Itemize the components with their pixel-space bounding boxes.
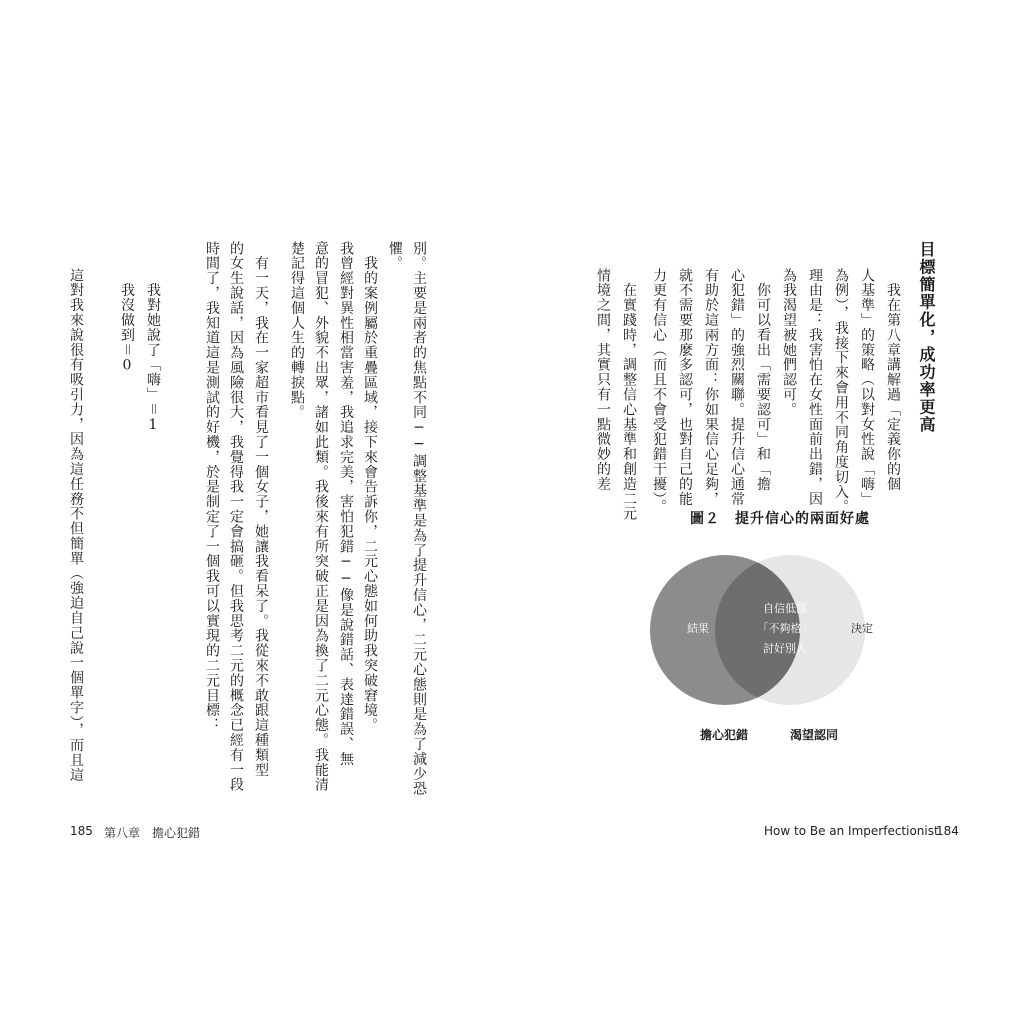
right-text-column: 在實踐時，調整信心基準和創造二元 [621, 268, 637, 522]
right-text-column: 為我渴望被她們認可。 [781, 268, 797, 417]
right-text-column: 就不需要那麼多認可，也對自己的能 [677, 268, 693, 507]
right-text-column: 有助於這兩方面：你如果信心足夠， [703, 268, 719, 507]
left-text-column: 我的案例屬於重疊區域，接下來會告訴你，二元心態如何助我突破窘境。 [362, 241, 378, 733]
right-text-column: 我在第八章講解過「定義你的個 [885, 268, 901, 492]
venn-left-label: 結果 [687, 622, 709, 635]
right-page-number: 184 [936, 824, 959, 838]
right-text-column: 人基準」的策略（以對女性說「嗨」 [859, 268, 875, 507]
left-text-column: 楚記得這個人生的轉捩點。 [289, 241, 305, 420]
right-text-column: 力更有信心（而且不會受犯錯干擾）。 [651, 268, 667, 515]
left-text-column: 意的冒犯、外貌不出眾，諸如此類。我後來有所突破正是因為換了二元心態。我能清 [313, 241, 329, 793]
venn-right-label: 決定 [851, 622, 873, 635]
figure-title: 圖２ 提升信心的兩面好處 [690, 511, 870, 527]
left-text-column: 這對我來說很有吸引力，因為這任務不但簡單（強迫自己說一個單字），而且這 [68, 268, 84, 783]
left-text-column: 有一天，我在一家超市看見了一個女子，她讓我看呆了。我從來不敢跟這種類型 [253, 241, 269, 778]
right-text-column: 為例），我接下來會用不同角度切入。 [833, 268, 849, 515]
venn-overlap-line: 討好別人 [763, 642, 807, 655]
left-text-column: 我曾經對異性相當害羞，我追求完美，害怕犯錯──像是說錯話、表達錯誤、無 [338, 241, 354, 767]
right-running-title: How to Be an Imperfectionist [764, 824, 939, 838]
left-text-column: 我對她說了「嗨」＝1 [145, 268, 161, 434]
right-text-column: 情境之間，其實只有一點微妙的差 [595, 268, 611, 492]
section-heading: 目標簡單化，成功率更高 [917, 241, 936, 434]
right-text-column: 心犯錯」的強烈關聯。提升信心通常 [729, 268, 745, 507]
left-page-number: 185 [70, 824, 93, 838]
venn-overlap-line: 「不夠格」 [757, 622, 813, 635]
left-text-column: 懼。 [387, 241, 403, 271]
right-text-column: 你可以看出「需要認可」和「擔 [755, 268, 771, 492]
venn-right-caption: 渴望認同 [790, 728, 839, 742]
venn-left-caption: 擔心犯錯 [700, 728, 749, 742]
venn-overlap-line: 自信低落 [763, 602, 807, 615]
left-chapter-label: 第八章 擔心犯錯 [104, 826, 201, 840]
left-text-column: 我沒做到＝0 [119, 268, 135, 375]
left-text-column: 時間了，我知道這是測試的好機，於是制定了一個我可以實現的二元目標： [204, 241, 220, 733]
right-text-column: 理由是：我害怕在女性面前出錯，因 [807, 268, 823, 507]
left-text-column: 的女生說話，因為風險很大，我覺得我一定會搞砸。但我思考二元的概念已經有一段 [228, 241, 244, 793]
left-text-column: 別。主要是兩者的焦點不同──調整基準是為了提升信心，二元心態則是為了減少恐 [411, 241, 427, 797]
